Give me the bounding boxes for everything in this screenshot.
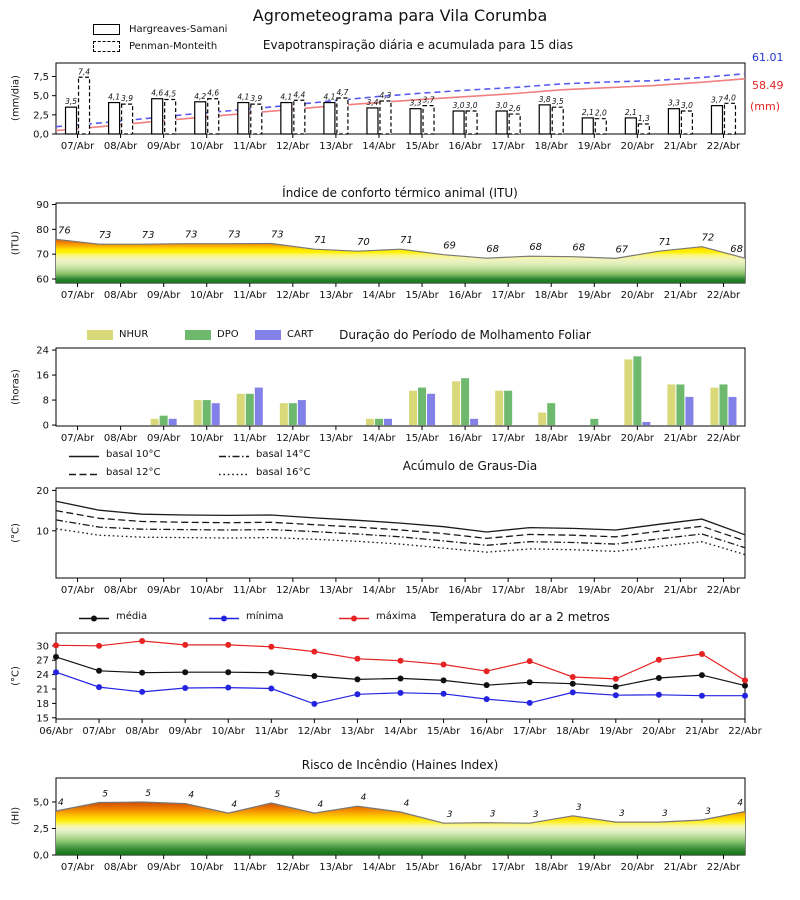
svg-text:17/Abr: 17/Abr: [491, 585, 525, 596]
svg-text:13/Abr: 13/Abr: [319, 585, 353, 596]
legend-label-media: média: [116, 611, 148, 622]
svg-text:67: 67: [615, 244, 629, 256]
svg-text:3,0: 3,0: [680, 100, 693, 110]
svg-text:21/Abr: 21/Abr: [663, 290, 698, 301]
svg-text:10/Abr: 10/Abr: [190, 290, 224, 301]
svg-text:73: 73: [227, 229, 241, 241]
legend-label-minima: mínima: [246, 611, 284, 622]
svg-text:4,6: 4,6: [207, 88, 220, 98]
svg-text:3: 3: [575, 802, 582, 813]
y-axis-label-celsius-gd: (°C): [10, 523, 22, 543]
svg-text:18/Abr: 18/Abr: [534, 862, 568, 873]
svg-text:5: 5: [145, 788, 151, 799]
svg-text:2,5: 2,5: [33, 823, 49, 835]
cart-swatch-icon: [255, 330, 281, 340]
svg-text:11/Abr: 11/Abr: [233, 290, 267, 301]
svg-text:12/Abr: 12/Abr: [276, 862, 310, 873]
svg-text:17/Abr: 17/Abr: [491, 862, 525, 873]
svg-text:16/Abr: 16/Abr: [448, 862, 482, 873]
svg-text:0: 0: [42, 420, 49, 432]
svg-text:16/Abr: 16/Abr: [469, 726, 504, 737]
svg-text:3,0: 3,0: [465, 100, 478, 110]
svg-text:09/Abr: 09/Abr: [146, 433, 181, 444]
svg-text:14/Abr: 14/Abr: [362, 141, 396, 152]
svg-text:22/Abr: 22/Abr: [728, 726, 762, 737]
legend-label-penman: Penman-Monteith: [129, 41, 218, 52]
accumulated-penman-total: 61.01: [752, 51, 784, 64]
svg-text:21: 21: [36, 684, 49, 696]
svg-text:13/Abr: 13/Abr: [319, 862, 353, 873]
svg-text:70: 70: [36, 249, 49, 261]
svg-text:18: 18: [36, 698, 49, 710]
svg-text:09/Abr: 09/Abr: [146, 862, 181, 873]
svg-text:18/Abr: 18/Abr: [556, 726, 590, 737]
svg-text:11/Abr: 11/Abr: [233, 862, 267, 873]
svg-text:12/Abr: 12/Abr: [276, 585, 310, 596]
chart5-title: Temperatura do ar a 2 metros: [430, 610, 610, 624]
svg-text:14/Abr: 14/Abr: [362, 290, 396, 301]
legend-label-basal14: basal 14°C: [256, 449, 311, 460]
svg-text:17/Abr: 17/Abr: [512, 726, 547, 737]
legend-label-hargreaves: Hargreaves-Samani: [129, 24, 228, 35]
svg-text:09/Abr: 09/Abr: [146, 141, 181, 152]
nhur-swatch-icon: [87, 330, 113, 340]
svg-text:3,0: 3,0: [495, 100, 508, 110]
svg-text:15: 15: [36, 713, 49, 725]
svg-text:19/Abr: 19/Abr: [599, 726, 633, 737]
svg-text:11/Abr: 11/Abr: [254, 726, 289, 737]
chart1-title: Evapotranspiração diária e acumulada para 15 dias: [262, 38, 574, 52]
svg-text:21/Abr: 21/Abr: [663, 141, 698, 152]
svg-text:7,5: 7,5: [33, 71, 49, 83]
svg-text:3,7: 3,7: [422, 95, 435, 105]
svg-text:09/Abr: 09/Abr: [146, 290, 181, 301]
svg-text:15/Abr: 15/Abr: [405, 862, 439, 873]
svg-text:22/Abr: 22/Abr: [706, 290, 741, 301]
svg-text:3,5: 3,5: [65, 97, 77, 107]
svg-text:68: 68: [572, 242, 586, 254]
svg-text:19/Abr: 19/Abr: [577, 290, 611, 301]
svg-text:4,2: 4,2: [194, 91, 207, 101]
svg-text:21/Abr: 21/Abr: [663, 433, 698, 444]
chart-degree-days: [52, 488, 745, 582]
svg-text:2,5: 2,5: [33, 110, 49, 122]
svg-text:3: 3: [705, 807, 711, 817]
svg-text:3,8: 3,8: [538, 94, 551, 104]
svg-text:14/Abr: 14/Abr: [362, 862, 396, 873]
svg-text:18/Abr: 18/Abr: [534, 290, 568, 301]
svg-text:07/Abr: 07/Abr: [60, 433, 95, 444]
svg-text:12/Abr: 12/Abr: [276, 141, 310, 152]
svg-text:11/Abr: 11/Abr: [233, 433, 267, 444]
svg-text:3: 3: [618, 809, 625, 820]
chart4-title: Acúmulo de Graus-Dia: [402, 459, 538, 473]
chart2-title: Índice de conforto térmico animal (ITU): [282, 186, 518, 200]
svg-text:16/Abr: 16/Abr: [448, 141, 482, 152]
svg-text:07/Abr: 07/Abr: [60, 585, 95, 596]
legend-item-penman: [93, 38, 227, 55]
svg-text:27: 27: [36, 655, 49, 667]
svg-text:80: 80: [36, 224, 49, 236]
legend-item-hargreaves: [93, 21, 227, 38]
svg-text:17/Abr: 17/Abr: [491, 141, 525, 152]
svg-text:4,0: 4,0: [724, 93, 736, 103]
legend-label-maxima: máxima: [376, 611, 417, 622]
svg-text:2,1: 2,1: [624, 107, 637, 117]
svg-text:10/Abr: 10/Abr: [190, 141, 224, 152]
svg-text:16/Abr: 16/Abr: [448, 585, 482, 596]
dpo-swatch-icon: [185, 330, 211, 340]
svg-text:21/Abr: 21/Abr: [663, 585, 698, 596]
svg-text:3,3: 3,3: [409, 98, 422, 108]
svg-text:08/Abr: 08/Abr: [103, 141, 138, 152]
svg-text:8: 8: [42, 395, 49, 407]
svg-text:13/Abr: 13/Abr: [319, 141, 353, 152]
svg-text:16: 16: [36, 370, 49, 382]
svg-text:3,5: 3,5: [551, 97, 564, 107]
svg-text:2,6: 2,6: [508, 104, 521, 114]
legend-label-basal10: basal 10°C: [106, 449, 161, 460]
svg-text:16/Abr: 16/Abr: [448, 290, 482, 301]
legend-label-dpo: DPO: [217, 329, 239, 340]
svg-text:10/Abr: 10/Abr: [190, 585, 224, 596]
svg-text:5: 5: [102, 789, 108, 800]
svg-text:4,5: 4,5: [164, 89, 177, 99]
svg-text:19/Abr: 19/Abr: [577, 141, 611, 152]
svg-text:20: 20: [36, 485, 49, 497]
svg-text:20/Abr: 20/Abr: [620, 862, 655, 873]
basal12-line-icon: [68, 468, 100, 481]
svg-text:14/Abr: 14/Abr: [362, 433, 396, 444]
svg-text:71: 71: [658, 237, 672, 249]
svg-text:3,9: 3,9: [250, 94, 263, 104]
accumulated-hargreaves-total: 58.49: [752, 79, 784, 92]
svg-text:5,0: 5,0: [33, 91, 49, 103]
svg-text:15/Abr: 15/Abr: [426, 726, 461, 737]
chart3-title: Duração do Período de Molhamento Foliar: [339, 328, 591, 342]
svg-text:4: 4: [58, 797, 64, 808]
y-axis-label-mm-dia: (mm/dia): [10, 75, 22, 121]
svg-text:71: 71: [400, 235, 413, 247]
svg-text:22/Abr: 22/Abr: [706, 862, 741, 873]
penman-bar-swatch-icon: [93, 41, 120, 52]
basal16-line-icon: [218, 468, 250, 481]
svg-text:73: 73: [141, 230, 155, 242]
svg-text:13/Abr: 13/Abr: [319, 433, 353, 444]
svg-text:4,1: 4,1: [108, 92, 121, 102]
svg-text:73: 73: [98, 230, 112, 242]
svg-text:20/Abr: 20/Abr: [620, 433, 655, 444]
svg-text:60: 60: [36, 274, 49, 286]
svg-text:10: 10: [36, 526, 49, 538]
svg-text:19/Abr: 19/Abr: [577, 433, 611, 444]
svg-text:20/Abr: 20/Abr: [620, 141, 655, 152]
svg-text:22/Abr: 22/Abr: [706, 141, 741, 152]
svg-text:1,3: 1,3: [637, 114, 650, 124]
svg-text:71: 71: [314, 235, 327, 247]
svg-text:68: 68: [529, 242, 543, 254]
svg-text:22/Abr: 22/Abr: [706, 585, 741, 596]
maxima-marker-icon: [338, 612, 370, 625]
svg-text:21/Abr: 21/Abr: [663, 862, 698, 873]
svg-text:08/Abr: 08/Abr: [103, 585, 138, 596]
svg-text:3,4: 3,4: [366, 97, 379, 107]
svg-text:18/Abr: 18/Abr: [534, 585, 568, 596]
page-title: Agrometeograma para Vila Corumba: [252, 6, 548, 25]
svg-text:07/Abr: 07/Abr: [60, 862, 95, 873]
svg-text:73: 73: [184, 229, 198, 241]
legend-evapotranspiration: [93, 21, 227, 55]
svg-text:17/Abr: 17/Abr: [491, 290, 525, 301]
svg-text:20/Abr: 20/Abr: [642, 726, 676, 737]
svg-text:3: 3: [662, 809, 668, 820]
svg-text:70: 70: [357, 237, 370, 249]
legend-label-basal16: basal 16°C: [256, 467, 311, 478]
svg-text:4: 4: [317, 800, 324, 811]
svg-text:21/Abr: 21/Abr: [685, 726, 719, 737]
svg-text:08/Abr: 08/Abr: [103, 433, 138, 444]
svg-text:5: 5: [274, 790, 281, 801]
y-axis-label-hi: (HI): [10, 806, 22, 826]
svg-text:4: 4: [188, 790, 195, 801]
svg-text:4: 4: [360, 793, 367, 804]
svg-text:20/Abr: 20/Abr: [620, 585, 655, 596]
svg-text:2,0: 2,0: [594, 108, 607, 118]
svg-text:08/Abr: 08/Abr: [125, 726, 159, 737]
svg-text:10/Abr: 10/Abr: [190, 862, 224, 873]
svg-text:72: 72: [701, 232, 715, 244]
svg-text:18/Abr: 18/Abr: [534, 141, 568, 152]
svg-text:16/Abr: 16/Abr: [448, 433, 482, 444]
svg-text:12/Abr: 12/Abr: [276, 290, 310, 301]
svg-text:7,4: 7,4: [78, 67, 90, 77]
svg-text:68: 68: [486, 244, 499, 256]
y-axis-label-celsius-temp: (°C): [10, 666, 22, 686]
svg-text:5,0: 5,0: [33, 797, 49, 809]
svg-text:4,1: 4,1: [280, 92, 293, 102]
svg-text:3,0: 3,0: [452, 100, 465, 110]
svg-text:68: 68: [730, 244, 743, 256]
svg-text:12/Abr: 12/Abr: [276, 433, 310, 444]
svg-text:15/Abr: 15/Abr: [405, 433, 439, 444]
y-axis-label-itu: (ITU): [10, 230, 22, 256]
svg-text:19/Abr: 19/Abr: [577, 862, 611, 873]
svg-text:24: 24: [36, 345, 49, 357]
svg-text:12/Abr: 12/Abr: [297, 726, 332, 737]
svg-text:14/Abr: 14/Abr: [383, 726, 418, 737]
svg-text:10/Abr: 10/Abr: [211, 726, 245, 737]
svg-text:4: 4: [737, 798, 743, 809]
svg-text:3,9: 3,9: [121, 94, 134, 104]
svg-text:08/Abr: 08/Abr: [103, 862, 138, 873]
svg-text:3: 3: [532, 810, 539, 821]
legend-label-basal12: basal 12°C: [106, 467, 161, 478]
svg-text:76: 76: [58, 225, 71, 237]
svg-text:15/Abr: 15/Abr: [405, 141, 439, 152]
svg-text:3: 3: [489, 809, 496, 820]
accumulated-unit-label: (mm): [750, 100, 781, 113]
svg-text:4,4: 4,4: [293, 90, 306, 100]
svg-text:30: 30: [36, 641, 49, 653]
basal14-line-icon: [218, 450, 250, 463]
svg-text:17/Abr: 17/Abr: [491, 433, 525, 444]
svg-text:13/Abr: 13/Abr: [340, 726, 375, 737]
svg-text:0,0: 0,0: [33, 850, 49, 862]
media-marker-icon: [78, 612, 110, 625]
svg-text:22/Abr: 22/Abr: [706, 433, 741, 444]
svg-text:2,1: 2,1: [581, 107, 594, 117]
svg-text:3,7: 3,7: [711, 95, 723, 105]
svg-text:69: 69: [443, 240, 456, 252]
svg-text:10/Abr: 10/Abr: [190, 433, 224, 444]
legend-label-nhur: NHUR: [119, 329, 149, 340]
svg-text:73: 73: [270, 229, 284, 241]
y-axis-label-horas: (horas): [10, 369, 22, 405]
basal10-line-icon: [68, 450, 100, 463]
svg-text:06/Abr: 06/Abr: [39, 726, 73, 737]
svg-text:09/Abr: 09/Abr: [146, 585, 181, 596]
svg-text:90: 90: [36, 199, 49, 211]
svg-text:4,1: 4,1: [237, 92, 250, 102]
hargreaves-bar-swatch-icon: [93, 24, 120, 35]
svg-text:4: 4: [231, 800, 238, 811]
svg-text:3: 3: [446, 810, 453, 821]
svg-text:14/Abr: 14/Abr: [362, 585, 396, 596]
svg-text:09/Abr: 09/Abr: [168, 726, 202, 737]
svg-text:19/Abr: 19/Abr: [577, 585, 611, 596]
minima-marker-icon: [208, 612, 240, 625]
svg-text:07/Abr: 07/Abr: [60, 290, 95, 301]
legend-label-cart: CART: [287, 329, 314, 340]
svg-text:0,0: 0,0: [33, 129, 49, 141]
svg-text:4,3: 4,3: [379, 91, 392, 101]
svg-text:15/Abr: 15/Abr: [405, 290, 439, 301]
svg-text:11/Abr: 11/Abr: [233, 585, 267, 596]
svg-text:4,1: 4,1: [323, 92, 336, 102]
svg-text:08/Abr: 08/Abr: [103, 290, 138, 301]
svg-text:24: 24: [36, 670, 49, 682]
svg-text:20/Abr: 20/Abr: [620, 290, 655, 301]
svg-text:18/Abr: 18/Abr: [534, 433, 568, 444]
svg-text:15/Abr: 15/Abr: [405, 585, 439, 596]
svg-text:3,3: 3,3: [667, 98, 680, 108]
svg-text:13/Abr: 13/Abr: [319, 290, 353, 301]
svg-text:07/Abr: 07/Abr: [82, 726, 116, 737]
svg-text:11/Abr: 11/Abr: [233, 141, 267, 152]
svg-text:4,7: 4,7: [336, 87, 349, 97]
chart6-title: Risco de Incêndio (Haines Index): [301, 758, 499, 772]
svg-text:4,6: 4,6: [151, 88, 164, 98]
svg-text:4: 4: [403, 799, 410, 810]
svg-text:07/Abr: 07/Abr: [60, 141, 95, 152]
